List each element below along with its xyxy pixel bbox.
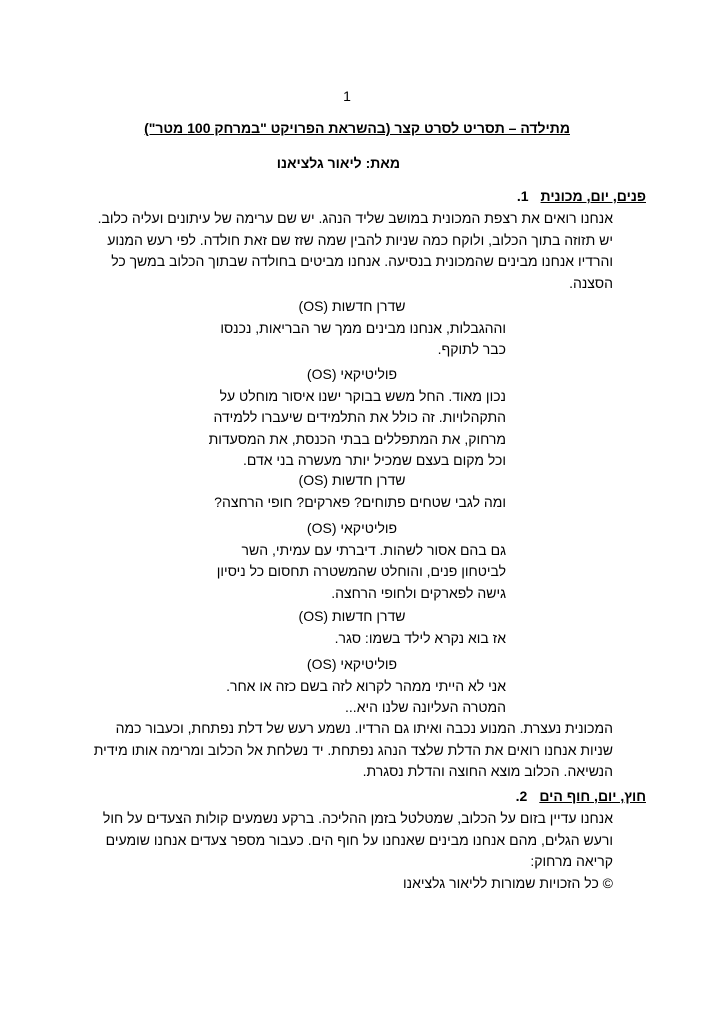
dialogue-line: לביטחון פנים, והוחלט שהמשטרה תחסום כל ניסיון [216,563,506,580]
dialogue-line: וההגבלות, אנחנו מבינים ממך שר הבריאות, נכנסו [220,319,506,336]
dialogue-block [190,518,506,604]
dialogue-line: המטרה העליונה שלנו היא... [345,699,506,716]
action-line: והרדיו אנחנו מבינים שהמכונית בנסיעה. אנחנו מביטים בחולדה שבתוך הכלוב במשך כל [111,253,613,270]
action-line: שניות אנחנו רואים את הדלת שלצד הנהג נפתחת. יד נשלחת אל הכלוב ומרימה אותו מידית [93,741,613,758]
scene-1-heading-text: פנים, יום, מכונית [540,188,646,204]
scene-1-number: 1. [516,188,529,204]
author-line: מאת: ליאור גלציאנו [276,155,400,171]
speaker-name: שדרן חדשות (OS) [298,472,406,488]
speaker-name: פוליטיקאי (OS) [306,366,398,382]
action-line: יש תזוזה בתוך הכלוב, ולוקח כמה שניות להבין שמה שזז שם זאת חולדה. לפי רעש המנוע [107,231,613,248]
script-title: מתילדה – תסריט לסרט קצר (בהשראת הפרויקט "במרחק 100 מטר") [144,120,570,136]
action-line: אנחנו עדיין בזום על הכלוב, שמטלטל בזמן ההליכה. ברקע נשמעים קולות הצעדים על חול [102,810,613,826]
action-line: הסצנה. [569,274,613,291]
copyright-line: © כל הזכויות שמורות לליאור גלציאנו [403,874,613,891]
action-line: הנשיאה. הכלוב מוצא החוצה והדלת נסגרת. [362,763,613,780]
dialogue-line: גישה לפארקים ולחופי הרחצה. [331,584,506,601]
dialogue-line: התקהלויות. זה כולל את התלמידים שיעברו ללמידה [213,409,506,426]
scene-2-action [103,808,613,894]
dialogue-line: מרחוק, את המתפללים בבתי הכנסת, את המסעדות [208,430,506,447]
dialogue-line: ומה לגבי שטחים פתוחים? פארקים? חופי הרחצה? [214,493,506,510]
scene-2-heading [516,788,646,804]
page-number: 1 [343,88,351,104]
dialogue-line: אז בוא נקרא לילד בשמו: סגר. [334,629,506,646]
dialogue-line: אני לא הייתי ממהר לקרוא לזה בשם כזה או אחר. [226,677,506,694]
dialogue-block [190,654,506,719]
dialogue-block [190,470,506,513]
dialogue-block [190,364,506,472]
dialogue-line: נכון מאוד. החל משש בבוקר ישנו איסור מוחלט על [219,387,506,404]
dialogue-block [190,296,506,361]
action-line: ורעש הגלים, מהם אנחנו מבינים שאנחנו על חוף הים. כעבור מספר צעדים אנחנו שומעים [105,831,613,848]
dialogue-line: גם בהם אסור לשהות. דיברתי עם עמיתי, השר [241,541,506,558]
speaker-name: פוליטיקאי (OS) [306,656,398,672]
scene-2-number: 2. [515,788,528,804]
scene-1-heading [517,188,646,204]
action-line: קריאה מרחוק: [530,853,613,870]
action-line: אנחנו רואים את רצפת המכונית במושב שליד הנהג. יש שם ערימה של עיתונים ועליה כלוב. [97,210,613,226]
dialogue-line: כבר לתוקף. [437,341,506,358]
speaker-name: פוליטיקאי (OS) [306,520,398,536]
scene-2-heading-text: חוץ, יום, חוף הים [539,788,646,804]
speaker-name: שדרן חדשות (OS) [298,608,406,624]
speaker-name: שדרן חדשות (OS) [298,298,406,314]
scene-1-closing [94,718,613,783]
action-line: המכונית נעצרת. המנוע נכבה ואיתו גם הרדיו. נשמע רעש של דלת נפתחת, וכעבור כמה [115,720,613,736]
scene-1-action [98,208,613,294]
dialogue-line: וכל מקום בעצם שמכיל יותר מעשרה בני אדם. [242,452,506,469]
dialogue-block [190,606,506,649]
